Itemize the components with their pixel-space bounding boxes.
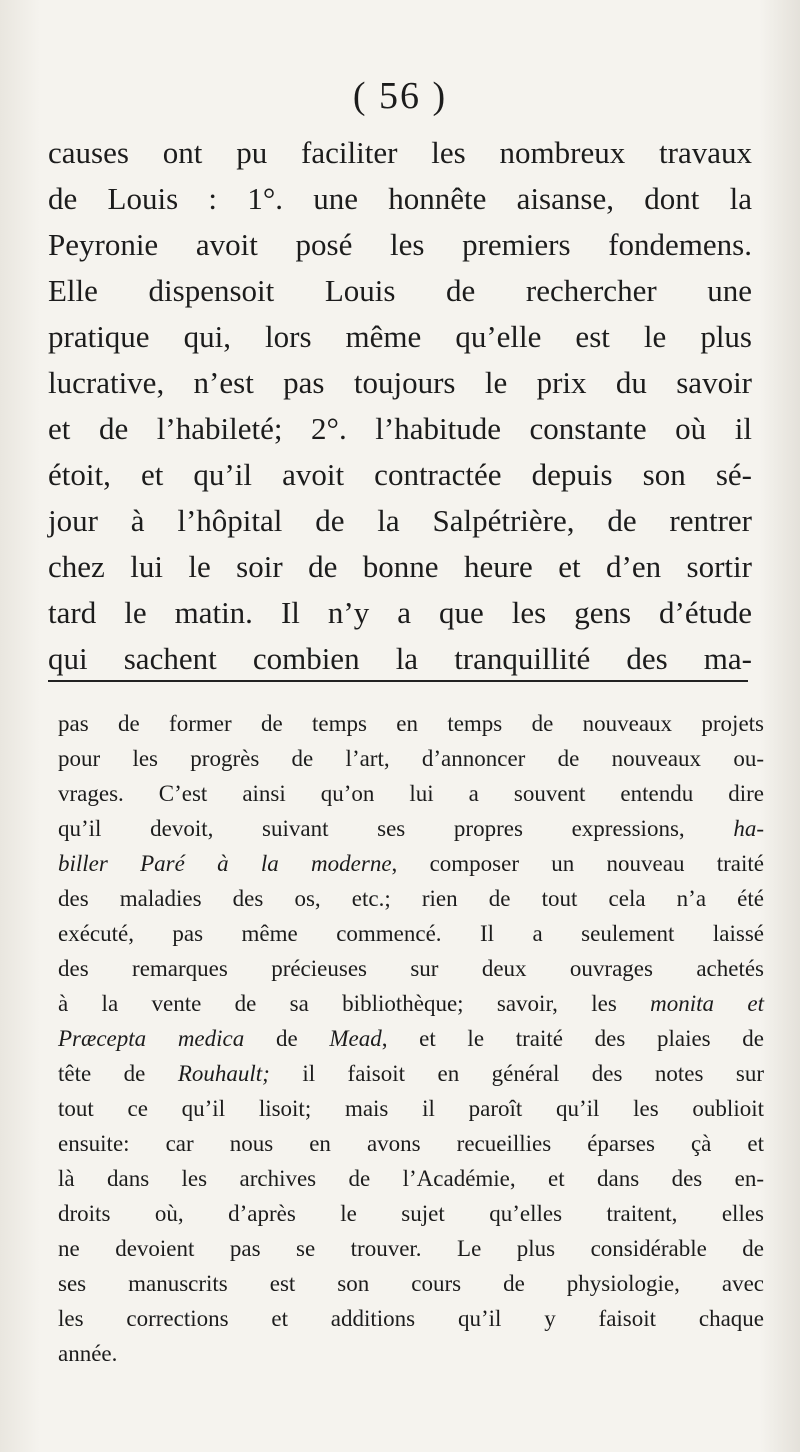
footnote-italic: biller Paré à la moderne xyxy=(58,851,392,876)
footnote-line: vrages. C’est ainsi qu’on lui a souvent entendu dire xyxy=(58,781,764,806)
footnote-text: de xyxy=(275,1026,298,1051)
footnote-text: il faisoit en général des notes sur xyxy=(302,1061,765,1086)
footnote-line: ses manuscrits est son cours de physiologie, avec xyxy=(58,1271,764,1296)
text-line: tard le matin. Il n’y a que les gens d’étude xyxy=(48,595,752,630)
text-line: de Louis : 1°. une honnête aisanse, dont la xyxy=(48,181,752,216)
footnote-line: tout ce qu’il lisoit; mais il paroît qu’il les oublioit xyxy=(58,1096,764,1121)
text-line: lucrative, n’est pas toujours le prix du savoir xyxy=(48,365,752,400)
footnote-line: les corrections et additions qu’il y faisoit chaque xyxy=(58,1306,764,1331)
footnote-line: des remarques précieuses sur deux ouvrages achetés xyxy=(58,956,764,981)
footnote-italic: ha- xyxy=(733,816,765,841)
footnote-line xyxy=(58,846,764,881)
footnote-line: pas de former de temps en temps de nouveaux projets xyxy=(58,711,764,736)
footnote-line: ensuite: car nous en avons recueillies éparses çà et xyxy=(58,1131,764,1156)
footnote-line xyxy=(58,1056,764,1091)
footnote-line xyxy=(58,811,764,846)
footnote-text: qu’il devoit, suivant ses propres expressions, xyxy=(58,816,685,841)
text-line: et de l’habileté; 2°. l’habitude constante où il xyxy=(48,411,752,446)
footnote xyxy=(58,706,764,1371)
text-line: Peyronie avoit posé les premiers fondemens. xyxy=(48,227,752,262)
footnote-italic: Præcepta medica xyxy=(58,1026,245,1051)
footnote-line xyxy=(58,986,764,1021)
footnote-text: à la vente de sa bibliothèque; savoir, les xyxy=(58,991,617,1016)
footnote-line: là dans les archives de l’Académie, et dans des en- xyxy=(58,1166,764,1191)
footnote-divider xyxy=(48,680,748,682)
footnote-line: pour les progrès de l’art, d’annoncer de nouveaux ou- xyxy=(58,746,764,771)
footnote-line: exécuté, pas même commencé. Il a seulement laissé xyxy=(58,921,764,946)
footnote-text: , composer un nouveau traité xyxy=(391,851,764,876)
footnote-line: ne devoient pas se trouver. Le plus considérable de xyxy=(58,1236,764,1261)
footnote-text: tête de xyxy=(58,1061,146,1086)
footnote-line: des maladies des os, etc.; rien de tout cela n’a été xyxy=(58,886,764,911)
footnote-text: , et le traité des plaies de xyxy=(381,1026,765,1051)
main-text xyxy=(48,130,752,682)
text-line: chez lui le soir de bonne heure et d’en sortir xyxy=(48,549,752,584)
footnote-line xyxy=(58,1021,764,1056)
text-line: qui sachent combien la tranquillité des ma- xyxy=(48,641,752,676)
text-line: pratique qui, lors même qu’elle est le plus xyxy=(48,319,752,354)
footnote-italic: Mead xyxy=(329,1026,382,1051)
footnote-italic: Rouhault; xyxy=(177,1061,270,1086)
text-line: étoit, et qu’il avoit contractée depuis son sé- xyxy=(48,457,752,492)
text-line: jour à l’hôpital de la Salpétrière, de rentrer xyxy=(48,503,752,538)
footnote-line: droits où, d’après le sujet qu’elles traitent, elles xyxy=(58,1201,764,1226)
footnote-italic: monita et xyxy=(650,991,765,1016)
text-line: causes ont pu faciliter les nombreux travaux xyxy=(48,135,752,170)
footnote-line: année. xyxy=(58,1341,118,1366)
page-number: ( 56 ) xyxy=(352,75,448,117)
text-line: Elle dispensoit Louis de rechercher une xyxy=(48,273,752,308)
